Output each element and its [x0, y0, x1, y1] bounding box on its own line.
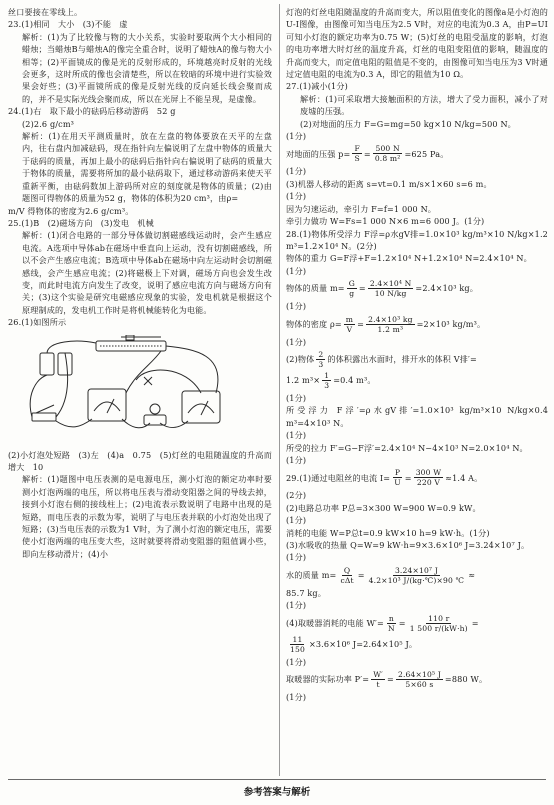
score-mark: (1分): [286, 454, 307, 465]
column-divider: [279, 4, 280, 776]
q29-water-mass-formula: 水的质量 m= $\frac{Q}{\text{cΔt}}$ = $\frac{\text{3.24×10⁷ J}}{\text{4.2×10³ J/(kg·℃)×90 ℃}}$ ≈: [286, 565, 476, 585]
q29-heat: (3)水吸收的热量 Q=W=9 kW·h=9×3.6×10⁶ J=3.24×10⁷ J。: [286, 540, 530, 550]
score-mark: (1分): [286, 692, 307, 703]
score-mark: (2分): [286, 490, 307, 501]
footer-rule: [8, 779, 546, 780]
score-mark: (1分): [286, 552, 307, 563]
score-mark: (1分): [286, 336, 307, 347]
battery-cell-2: [58, 353, 72, 375]
q27-answer: 27.(1)减小(1分): [286, 81, 348, 92]
q26-explanation-cont: 灯泡的灯丝电阻随温度的升高而变大，所以阻值变化的图像a是小灯泡的U-I图像，由图像可知当电压为2.5 V时，对应的电流为0.3 A，由P=UI可知小灯泡的额定功率为0.75 W；(5)灯丝的电阻受温度的影响，灯泡的电功率增大时灯丝的温度升高，灯丝的电阻变阻值的影响，随温度的升高而变大，而定值电阻的阻值是不变的，由图像可知当电压为3 V时通过定值电阻的电流为0.3 A，即它的阻值为10 Ω。: [286, 7, 548, 80]
page-footer: 参考答案与解析: [243, 787, 311, 798]
q26-explanation: 解析：(1)题图中电压表测的是电源电压，测小灯泡的额定功率时要测小灯泡两端的电压，所以将电压表与滑动变阻器之间的导线去掉，接到小灯泡右侧的接线柱上；(2)电流表示数说明了电路中出现的是短路，而电压表的示数为零，说明了与电压表并联的小灯泡处出现了短路；(3)当电压表的示数为1 V时，为了测小灯泡的额定电压，需要使小灯泡两端的电压变大些，这时就要将滑动变阻器的阻值调小些，即向左移动滑片；(4)小: [22, 474, 272, 559]
q24-explanation-tail: m/V 得物体的密度为2.6 g/cm³。: [8, 205, 134, 216]
q28-pull: 所受的拉力 F′=G−F浮′=2.4×10⁴ N−4×10³ N=2.0×10⁴ N。: [286, 442, 528, 453]
q28-mass-formula: 物体的质量 m= $\frac{G}{g}$ = $\frac{\text{2.4×10⁴ N}}{10 N/kg}$ =2.4×10³ kg。: [286, 279, 478, 299]
q24-answer: 24.(1)右 取下最小的砝码后移动游码 52 g: [8, 106, 176, 117]
score-mark: (1分): [286, 191, 307, 202]
bulb: [144, 415, 166, 425]
q24-answer-2: (2)2.6 g/cm³: [22, 118, 75, 129]
score-mark: (1分): [286, 131, 307, 142]
q25-explanation: 解析：(1)闭合电路的一部分导体做切割磁感线运动时，会产生感应电流。A选项中导体ab在磁场中垂直向上运动，没有切割磁感线，所以不会产生感应电流；B选项中导体ab在磁场中向左运动时会切割磁感线，会产生感应电流；(2)将磁极上下对调，磁场方向也会发生改变，而此时电流方向发生了改变，说明了感应电流方向与磁场方向有关；(3)这个实验是研究电磁感应现象的实验，发电机就是根据这个原理制成的，发电机工作时是将机械能转化为电能。: [22, 230, 272, 315]
q26-answer-2: (2)小灯泡处短路 (3)左 (4)a 0.75 (5)灯丝的电阻随温度的升高而增大 10: [8, 449, 272, 472]
score-mark: (1分): [286, 430, 307, 441]
q29-energy: 消耗的电能 W=P总t=0.9 kW×10 h=9 kW·h。(1分): [286, 527, 490, 538]
left-column: [8, 6, 272, 560]
q28-volume-formula: (2)物体 $\frac{2}{3}$ 的体积露出水面时，排开水的体积 V排′=: [286, 349, 477, 369]
q29-water-mass-result: 85.7 kg。: [286, 587, 326, 598]
q23-explanation: 解析：(1)为了比较像与物的大小关系，实验时要取两个大小相同的蜡烛；当蜡烛B与蜡烛A的像完全重合时，说明了蜡烛A的像与物大小相等；(2)平面镜成的像是光的反射形成的，环境越亮时反射的光线会更多，这时所成的像也会清楚些，所以在较暗的环境中进行实验效果会好些；(3)平面镜所成的像是反射光线的反向延长线会聚而成的，并不是实际光线会聚而成，所以在光屏上不能呈现，是虚像。: [22, 31, 272, 104]
ammeter: [88, 389, 126, 421]
q29-heater-power-formula: 取暖器的实际功率 P′= $\frac{W'}{t}$ = $\frac{\text{2.64×10⁵ J}}{5\times 60 s}$ =880 W。: [286, 670, 488, 690]
q28-buoyancy-2: 所受浮力 F浮′=ρ水gV排′=1.0×10³ kg/m³×10 N/kg×0.4 m³=4×10³ N。: [286, 405, 548, 428]
q27-traction: 因为匀速运动，牵引力 F=f=1 000 N。: [286, 203, 437, 214]
score-mark: (1分): [286, 265, 307, 276]
fraction: $\frac{F}{S}$: [354, 144, 360, 164]
q27-distance: (3)机器人移动的距离 s=vt=0.1 m/s×1×60 s=6 m。: [286, 178, 492, 189]
q23-answer: 23.(1)相同 大小 (3)不能 虚: [8, 19, 128, 30]
voltmeter: [182, 391, 220, 423]
score-mark: (1分): [286, 392, 307, 403]
q25-answer: 25.(1)B (2)磁场方向 (3)发电 机械: [8, 217, 154, 228]
score-mark: (1分): [286, 515, 307, 526]
switch: [32, 413, 56, 421]
score-mark: (1分): [286, 166, 307, 177]
fraction: $\frac{500 N}{\text{0.8 m²}}$: [374, 144, 401, 164]
q24-explanation: 解析：(1)在用天平测质量时，放在左盘的物体要放在天平的左盘内，往右盘内加减砝码，现在指针向左偏说明了左盘中物体的质量大于砝码的质量，再加上最小的砝码后指针向右偏说明了砝码的质量大于物体的质量，需要将所加的最小砝码取下，通过移动游码来使天平重新平衡，由砝码数加上游码所对应的刻度就是物体的质量；(2)由题图可得物体的质量为52 g，物体的体积为20 cm³，由ρ=: [22, 131, 272, 204]
q27-work: 牵引力做功 W=Fs=1 000 N×6 m=6 000 J。(1分): [286, 216, 485, 227]
circuit-diagram: [26, 335, 246, 445]
q29-current-formula: 29.(1)通过电阻丝的电流 I= $\frac{P}{U}$ = $\frac{300 W}{220 V}$ ≈1.4 A。: [286, 468, 483, 488]
q29-power: (2)电路总功率 P总=3×300 W=900 W=0.9 kW。: [286, 502, 481, 513]
score-mark: (1分): [286, 656, 307, 667]
q28-density-formula: 物体的密度 ρ= $\frac{m}{V}$ = $\frac{\text{2.4×10³ kg}}{\text{1.2 m³}}$ =2×10³ kg/m³。: [286, 314, 486, 334]
q28-volume-formula-2: 1.2 m³× $\frac{1}{3}$ =0.4 m³。: [286, 370, 376, 390]
q27-pressure-formula: 对地面的压强 p= $\frac{F}{S}$ = $\frac{500 N}{\text{0.8 m²}}$ =625 Pa。: [286, 144, 449, 164]
score-mark: (1分): [286, 600, 307, 611]
q29-heater-energy-formula-2: $\frac{11}{150}$ ×3.6×10⁶ J=2.64×10⁵ J。: [290, 634, 418, 654]
text-line: 丝口要接在零线上。: [8, 7, 83, 17]
score-mark: (1分): [286, 301, 307, 312]
q27-explanation: 解析：(1)可采取增大接触面积的方法，增大了受力面积，减小了对废墟的压强。: [300, 93, 548, 117]
q29-heater-energy-formula: (4)取暖器消耗的电能 W′= $\frac{n}{N}$ = $\frac{110 r}{1 500 r/(kW\cdot h)}$ =: [286, 613, 479, 633]
q26-answer: 26.(1)如图所示: [8, 317, 67, 328]
right-column: [286, 6, 548, 703]
q28-buoyancy: 28.(1)物体所受浮力 F浮=ρ水gV排=1.0×10³ kg/m³×10 N/kg×1.2 m³=1.2×10⁴ N。(2分): [286, 228, 548, 251]
battery-cell-1: [40, 353, 54, 375]
q27-force: (2)对地面的压力 F=G=mg=50 kg×10 N/kg=500 N。: [300, 118, 516, 129]
q28-gravity: 物体的重力 G=F浮+F=1.2×10⁴ N+1.2×10⁴ N=2.4×10⁴ N。: [286, 253, 532, 264]
